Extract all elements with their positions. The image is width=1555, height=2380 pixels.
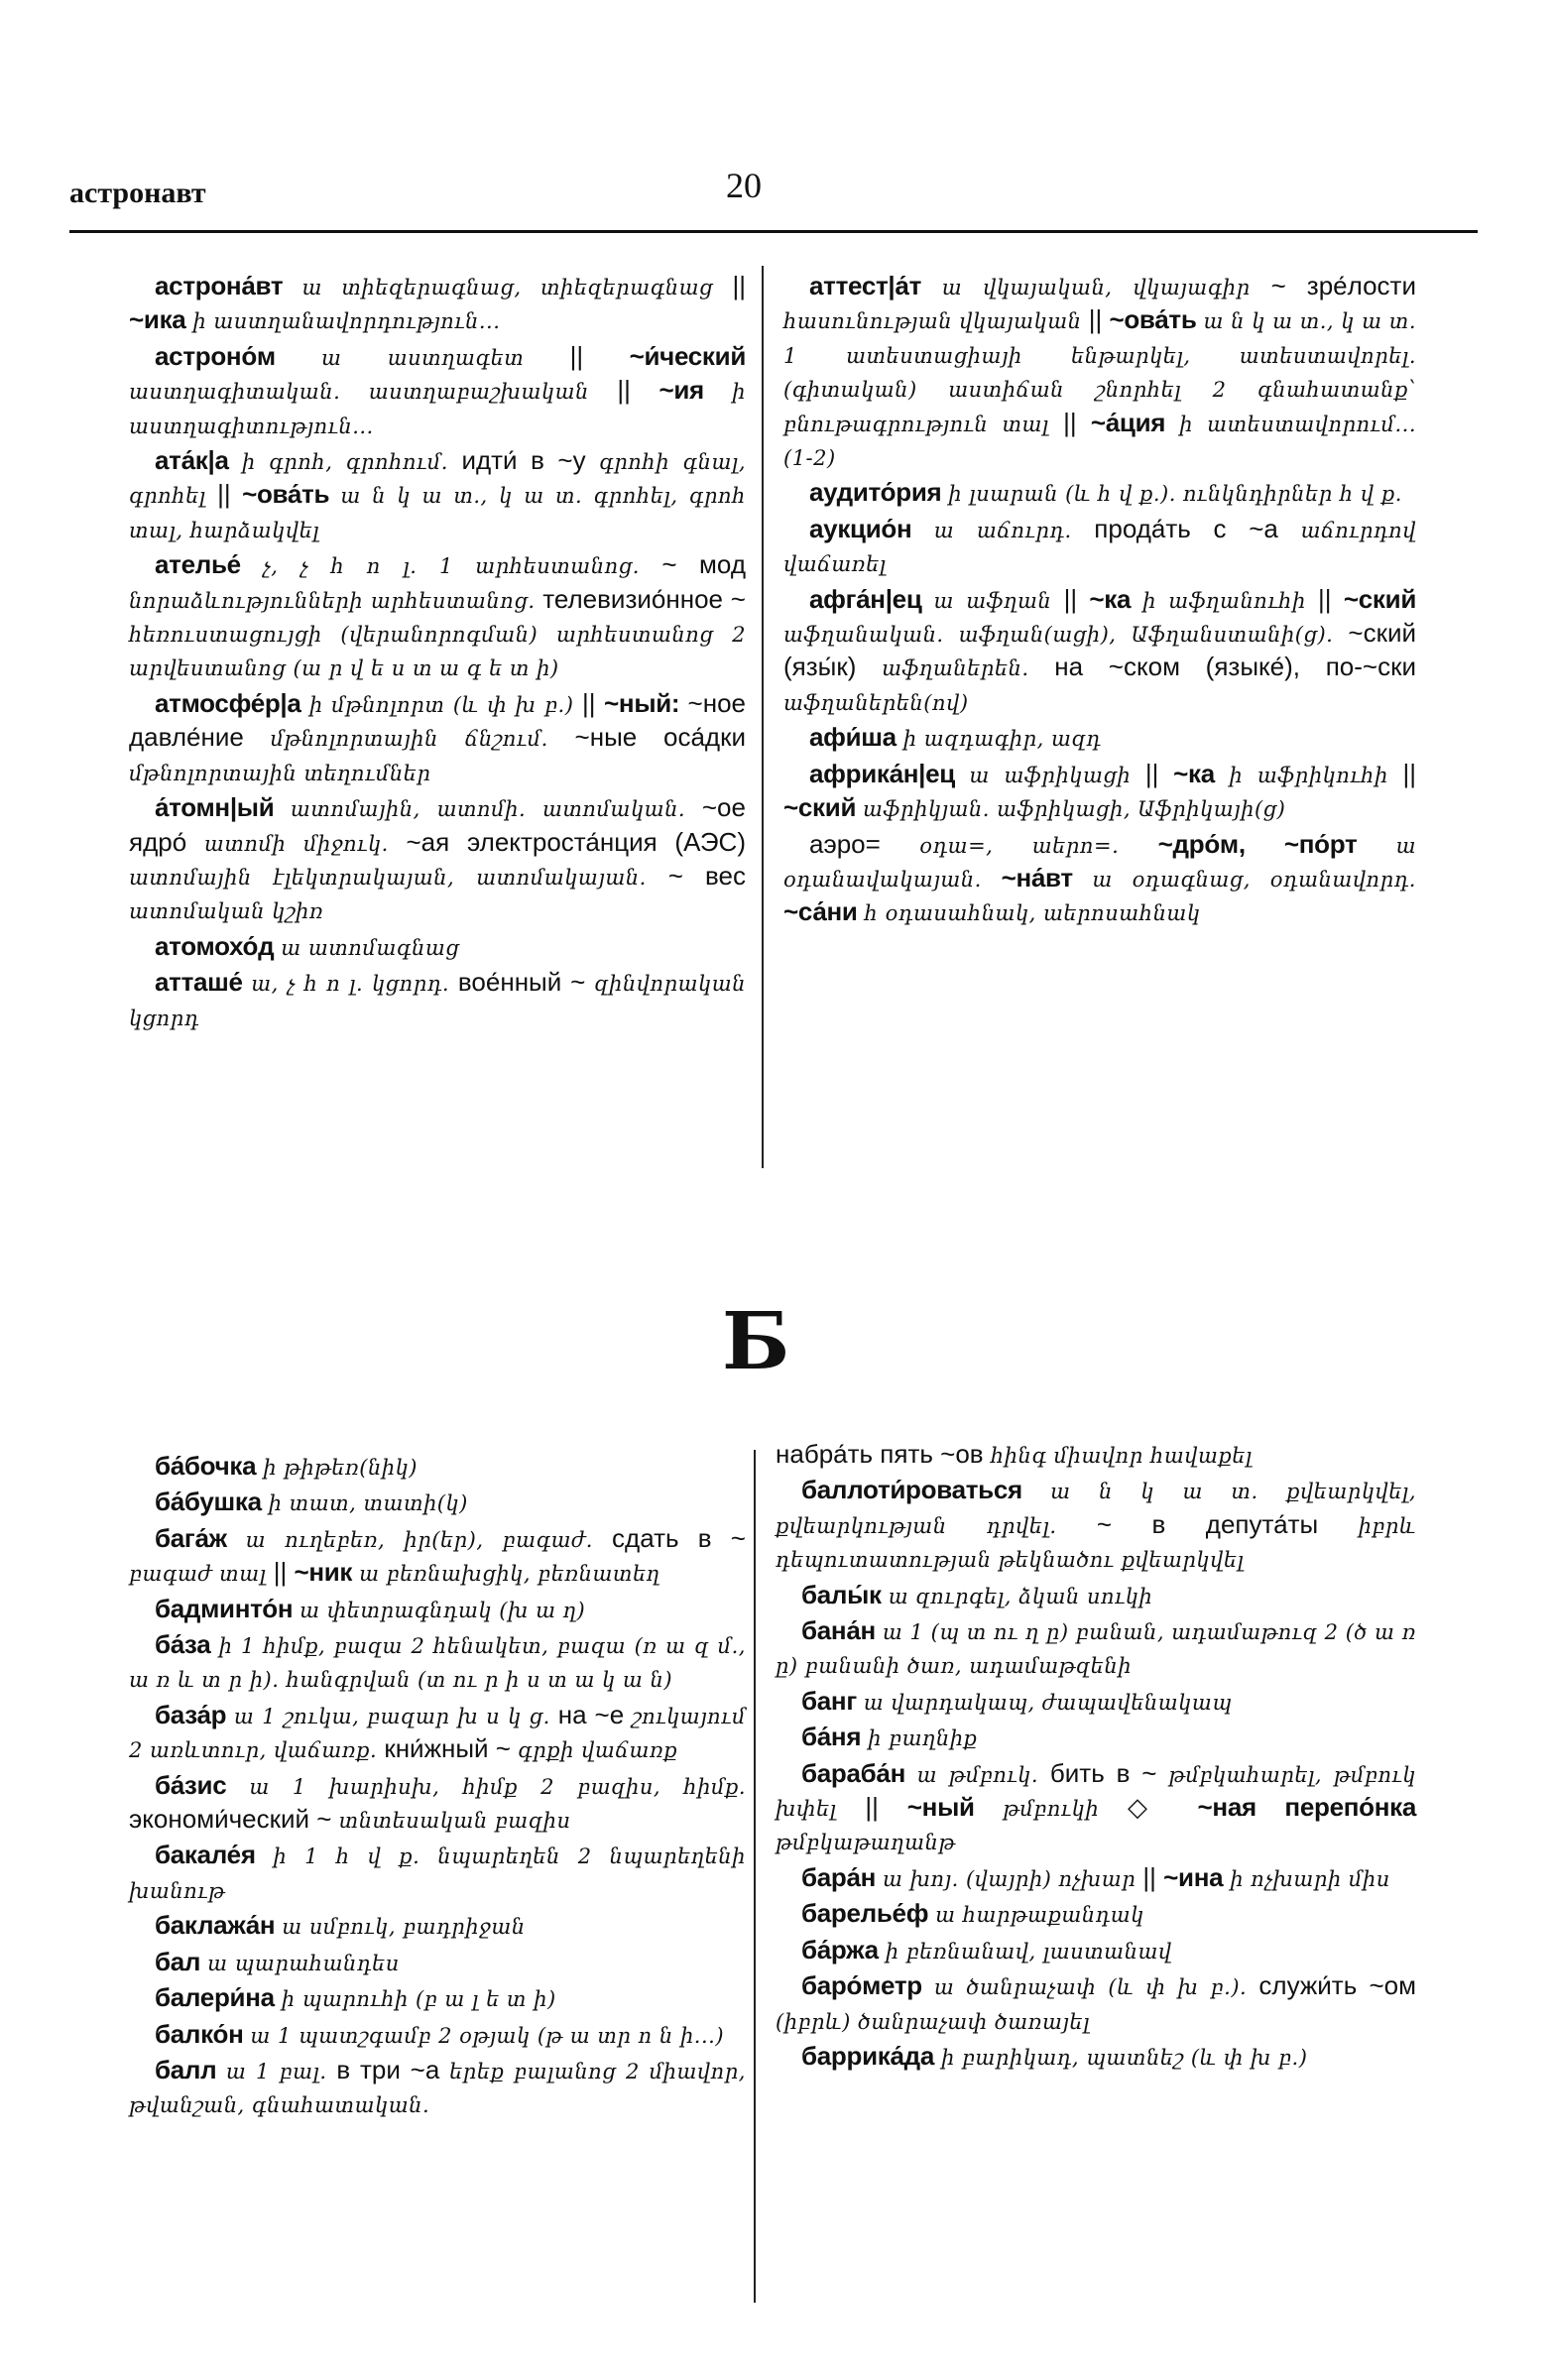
headword: ~и́ческий (629, 340, 746, 371)
headword: ~ский (783, 792, 864, 823)
dictionary-entry (776, 1438, 1416, 1472)
armenian-translation: ի մթնոլորտ (և փ խ բ.) (308, 692, 582, 717)
armenian-translation: մթնոլորտային տեղումներ (129, 761, 431, 785)
armenian-translation: ա վարդակապ, ժապավենակապ (863, 1690, 1233, 1715)
dictionary-entry (129, 2054, 746, 2122)
armenian-translation: նորաձևությունների արհեստանոց. (129, 588, 543, 613)
dictionary-entry (783, 758, 1416, 826)
dictionary-entry (776, 1969, 1416, 2038)
dictionary-entry (776, 1614, 1416, 1683)
dictionary-entry (776, 1861, 1416, 1895)
headword: ~са́ни (783, 896, 865, 927)
headword: баллоти́роваться (801, 1475, 1051, 1505)
russian-text: || (217, 479, 243, 510)
column-b-left (129, 1450, 746, 2124)
page-number: 20 (726, 166, 762, 205)
armenian-translation: ա ուղեբեռ, իր(եր), բագաժ. (245, 1527, 613, 1552)
armenian-translation: հ օդասահնակ, աերոսահնակ (864, 901, 1201, 926)
headword: афи́ша (809, 722, 903, 753)
armenian-translation: զինվորական կցորդ (129, 972, 746, 1030)
armenian-translation: ա վկայական, վկայագիր (941, 276, 1271, 299)
russian-text: идти́ в ~у (461, 445, 600, 476)
armenian-translation: ի գրոհ, գրոհում. (241, 450, 462, 475)
column-divider (762, 266, 764, 1168)
headword: бадминто́н (155, 1593, 300, 1623)
armenian-translation: ատոմի միջուկ. (203, 831, 407, 856)
armenian-translation: ա ատոմագնաց (281, 935, 460, 960)
dictionary-entry (783, 721, 1416, 755)
headword: а́томн|ый (155, 792, 291, 823)
armenian-translation: թմբկաթաղանթ (776, 1831, 956, 1855)
dictionary-entry (129, 1628, 746, 1697)
headword: ба́бушка (155, 1487, 269, 1517)
column-a-right (783, 270, 1416, 932)
dictionary-entry (776, 1579, 1416, 1612)
dictionary-entry (783, 583, 1416, 720)
armenian-translation: ա փետրագնդակ (խ ա ղ) (299, 1598, 586, 1622)
armenian-translation: աֆղաներեն. (882, 656, 1055, 681)
armenian-translation: շուկայում 2 առևտուր, վաճառք. (129, 1704, 746, 1763)
headword: атомохо́д (155, 930, 282, 961)
armenian-translation: ա 1 խարիսխ, հիմք 2 բազիս, հիմք. (249, 1774, 746, 1799)
headword: аудито́рия (809, 477, 949, 508)
column-a-left (129, 270, 746, 1036)
armenian-translation: ա պարահանդես (207, 1951, 400, 1975)
russian-text: || (1318, 583, 1344, 614)
armenian-translation: ի ատեստավորում... (1-2) (783, 412, 1416, 471)
dictionary-entry (776, 1721, 1416, 1754)
headword: балери́на (155, 1982, 282, 2013)
armenian-translation: աճուրդով վաճառել (783, 518, 1416, 577)
armenian-translation: ատոմային էլեկտրակայան, ատոմակայան. (129, 865, 668, 890)
russian-text: || (1402, 758, 1416, 788)
headword: ~ный: (604, 687, 688, 718)
armenian-translation: թմբկահարել, թմբուկ խփել (776, 1762, 1416, 1822)
armenian-translation: հինգ միավոր հավաքել (990, 1444, 1253, 1468)
headword: ~а́ция (1090, 407, 1180, 437)
russian-text: набра́ть пять ~ов (776, 1439, 991, 1469)
armenian-translation: հեռուստացույցի (վերանորոգման) արհեստանոց 2 արվեստանոց (ա ր վ ե ս տ ա գ ե տ ի) (129, 623, 746, 681)
headword: ~ка (1173, 758, 1230, 788)
dictionary-entry (129, 1946, 746, 1979)
armenian-translation: գրոհի գնալ, գրոհել (129, 450, 746, 509)
dictionary-entry (129, 444, 746, 546)
russian-text: аэро= (809, 828, 920, 859)
armenian-translation: չ, չ հ ո լ. 1 արհեստանոց. (263, 554, 662, 579)
dictionary-entry (776, 1474, 1416, 1576)
headword: африка́н|ец (809, 758, 970, 788)
armenian-translation: ի ազդագիր, ազդ (902, 727, 1102, 752)
armenian-translation: ա բեռնախցիկ, բեռնատեղ (359, 1562, 660, 1587)
russian-text: || (1142, 1861, 1164, 1892)
armenian-translation: ի 1 հ վ ք. նպարեղեն 2 նպարեղենի խանութ (129, 1844, 746, 1903)
armenian-translation: ա օդանավակայան. (783, 833, 1416, 892)
dictionary-entry (129, 1522, 746, 1591)
headword: бара́н (801, 1861, 883, 1892)
russian-text: ~ мод (661, 549, 746, 580)
armenian-translation: թմբուկի (1003, 1797, 1128, 1822)
armenian-translation: ա աֆղան (933, 588, 1064, 613)
armenian-translation: օդա=, աերո=. (919, 833, 1158, 858)
russian-text: || (273, 1557, 295, 1588)
russian-text: бить в ~ (1049, 1757, 1169, 1788)
armenian-translation: ի աստղանավորդություն... (192, 309, 501, 334)
armenian-translation: ա 1 (պ տ ու ղ ը) բանան, ադամաթուզ 2 (ծ ա ռ ը) բանանի ծառ, ադամաթզենի (776, 1620, 1416, 1679)
russian-text: ~ в депута́ты (1096, 1508, 1359, 1539)
headword: балы́к (801, 1579, 889, 1609)
headword: баро́метр (801, 1970, 934, 2001)
armenian-translation: ի 1 հիմք, բազա 2 հենակետ, բազա (ռ ա զ մ., ա ռ և տ ր ի). հանգրվան (տ ու ր ի ս տ ա կ ա ն) (129, 1634, 746, 1693)
dictionary-entry (776, 1897, 1416, 1931)
headword: ~ский (1343, 583, 1416, 614)
dictionary-entry (776, 2040, 1416, 2074)
armenian-translation: ա ն կ ա տ. քվեարկվել, քվեարկության դրվել. (776, 1480, 1416, 1538)
dictionary-entry (776, 1757, 1416, 1859)
dictionary-entry (776, 1934, 1416, 1967)
headword: ~ика (129, 304, 193, 335)
headword: ателье́ (155, 549, 264, 580)
armenian-translation: մթնոլորտային ճնշում. (270, 727, 575, 752)
dictionary-entry (783, 828, 1416, 930)
armenian-translation: ա ն կ ա տ., կ ա տ. գրոհել, գրոհ տալ, հարձակվել (129, 484, 747, 542)
russian-text: экономи́ческий ~ (129, 1804, 339, 1835)
dictionary-entry (129, 791, 746, 928)
dictionary-entry (129, 548, 746, 685)
dictionary-entry (129, 1450, 746, 1484)
armenian-translation: ա ծանրաչափ (և փ խ բ.). (933, 1975, 1259, 2000)
dictionary-entry (129, 270, 746, 338)
russian-text: ◇ (1127, 1792, 1198, 1823)
armenian-translation: աֆրիկյան. աֆրիկացի, Աֆրիկայի(ց) (863, 797, 1286, 822)
armenian-translation: ի աֆղանուհի (1142, 588, 1319, 613)
armenian-translation: ի տատ, տատի(կ) (268, 1491, 468, 1516)
headword: ~ник (294, 1557, 360, 1588)
armenian-translation: ի բեռնանավ, լաստանավ (885, 1939, 1172, 1964)
armenian-translation: ա հարթաքանդակ (935, 1903, 1144, 1928)
dictionary-entry (783, 270, 1416, 474)
headword: ~ова́ть (1109, 304, 1204, 335)
dictionary-entry (783, 513, 1416, 581)
headword: бага́ж (155, 1522, 246, 1553)
russian-text: ~ое ядро́ (129, 792, 746, 857)
armenian-translation: ի բաղնիք (868, 1726, 978, 1751)
armenian-translation: աստղագիտական. աստղաբաշխական (129, 380, 618, 405)
dictionary-entry (129, 1593, 746, 1626)
dictionary-entry (776, 1685, 1416, 1719)
russian-text: на ~е (557, 1699, 633, 1729)
armenian-translation: ի աֆրիկուհի (1229, 763, 1403, 787)
armenian-translation: ա աֆրիկացի (969, 763, 1145, 787)
headword: ата́к|а (155, 445, 242, 476)
headword: ба́ня (801, 1722, 869, 1752)
russian-text: телевизио́нное ~ (542, 583, 746, 614)
dictionary-entry (129, 930, 746, 964)
armenian-translation: ա զուրգել, ձկան սուկի (888, 1584, 1153, 1608)
armenian-translation: ա սմբուկ, բադրիջան (282, 1915, 526, 1940)
running-head: астронавт (69, 177, 206, 209)
dictionary-entry (129, 1769, 746, 1838)
russian-text: ~ зре́лости (1270, 271, 1416, 300)
russian-text: || (581, 687, 605, 718)
russian-text: || (569, 340, 630, 371)
armenian-translation: ի բարիկադ, պատնեշ (և փ խ բ.) (940, 2045, 1308, 2070)
armenian-translation: ա խոյ. (վայրի) ոչխար (883, 1866, 1143, 1891)
armenian-translation: ա աստղագետ (320, 345, 570, 370)
russian-text: || (865, 1792, 907, 1823)
armenian-translation: ա տիեզերագնաց, տիեզերագնաց (301, 276, 733, 299)
headword: ~дро́м, ~по́рт (1157, 828, 1396, 859)
dictionary-entry (129, 966, 746, 1034)
russian-text: ~ное давле́ние (129, 687, 746, 753)
russian-text: || (1088, 304, 1110, 335)
headword: балл (155, 2054, 226, 2084)
headword: бана́н (801, 1615, 883, 1646)
armenian-translation: ի պարուհի (բ ա լ ե տ ի) (281, 1987, 556, 2012)
russian-text: || (1063, 583, 1090, 614)
russian-text: ~ая электроста́нция (АЭС) (406, 826, 746, 857)
headword: астроно́м (155, 340, 321, 371)
armenian-translation: (իբրև) ծանրաչափ ծառայել (776, 2009, 1090, 2034)
headword: бакале́я (155, 1840, 274, 1870)
dictionary-entry (129, 1839, 746, 1907)
dictionary-entry (129, 2018, 746, 2052)
russian-text: || (617, 375, 659, 406)
headword: аттест|а́т (809, 271, 942, 300)
armenian-translation: ի աստղագիտություն... (129, 380, 746, 438)
armenian-translation: աֆղանական. աֆղան(ացի), Աֆղանստանի(ց). (783, 623, 1349, 648)
headword: аукцио́н (809, 513, 934, 543)
russian-text: сдать в ~ (612, 1522, 746, 1553)
headword: бараба́н (801, 1757, 917, 1788)
russian-text: ~ вес (667, 860, 746, 891)
armenian-translation: ա, չ հ ո լ. կցորդ. (251, 972, 458, 997)
headword: ~ная перепо́нка (1197, 1792, 1417, 1823)
armenian-translation: ա 1 պատշգամբ 2 օթյակ (թ ա տր ո ն ի...) (250, 2023, 725, 2048)
dictionary-entry (129, 1699, 746, 1767)
column-divider (754, 1450, 756, 2303)
headword: ба́бочка (155, 1451, 264, 1481)
russian-text: || (732, 271, 746, 300)
armenian-translation: իբրև դեպուտատության թեկնածու քվեարկվել (776, 1513, 1416, 1573)
headword: ~на́вт (1001, 862, 1093, 892)
dictionary-entry (129, 340, 746, 442)
headword: ба́за (155, 1629, 219, 1660)
dictionary-entry (129, 1909, 746, 1943)
headword: ~ина (1163, 1861, 1231, 1892)
headword: атмосфе́р|а (155, 687, 309, 718)
headword: база́р (155, 1699, 234, 1729)
headword: ~ия (658, 375, 733, 406)
column-b-right (776, 1438, 1416, 2076)
section-letter-heading: Б (722, 1294, 790, 1387)
header-rule (69, 230, 1478, 233)
russian-text: служи́ть ~ом (1258, 1970, 1417, 2001)
headword: ~ка (1089, 583, 1143, 614)
headword: банг (801, 1685, 864, 1716)
dictionary-entry (783, 476, 1416, 510)
russian-text: || (1144, 758, 1174, 788)
armenian-translation: ատոմային, ատոմի. ատոմական. (290, 797, 702, 822)
headword: ба́зис (155, 1769, 250, 1800)
armenian-translation: տնտեսական բազիս (338, 1809, 571, 1834)
headword: баклажа́н (155, 1910, 283, 1941)
dictionary-entry (129, 1486, 746, 1519)
headword: баррика́да (801, 2040, 941, 2071)
armenian-translation: ա 1 շուկա, բազար խ ս կ ց. (233, 1704, 558, 1728)
headword: бал (155, 1946, 208, 1976)
headword: афга́н|ец (809, 583, 934, 614)
russian-text: на ~ском (языке́), по-~ски (1054, 652, 1417, 682)
armenian-translation: ա աճուրդ. (933, 518, 1095, 542)
armenian-translation: ա ն կ ա տ., կ ա տ. 1 ատեստացիայի ենթարկել, ատեստավորել. (գիտական) աստիճան շնորհել 2 գնահատանք՝ բնութագրություն տալ (783, 309, 1417, 436)
armenian-translation: հասունության վկայական (783, 309, 1089, 334)
russian-text: прода́ть с ~а (1094, 513, 1301, 543)
armenian-translation: աֆղաներեն(ով) (783, 690, 969, 715)
armenian-translation: ա թմբուկ. (916, 1762, 1050, 1787)
headword: ~ный (906, 1792, 1004, 1823)
armenian-translation: ի ոչխարի միս (1230, 1866, 1390, 1891)
russian-text: кни́жный ~ (384, 1733, 519, 1764)
dictionary-entry (129, 687, 746, 789)
armenian-translation: երեք բալանոց 2 միավոր, թվանշան, գնահատական. (129, 2059, 746, 2118)
russian-text: в три ~а (336, 2054, 450, 2084)
armenian-translation: ա 1 բալ. (225, 2059, 337, 2083)
russian-text: вое́нный ~ (457, 967, 595, 998)
headword: ~ова́ть (242, 479, 341, 510)
armenian-translation: ի լսարան (և հ վ ք.). ունկնդիրներ հ վ ք. (948, 482, 1402, 507)
russian-text: ~ский (язы́к) (783, 618, 1416, 682)
headword: астрона́вт (155, 271, 302, 300)
headword: ба́ржа (801, 1934, 886, 1964)
headword: атташе́ (155, 967, 252, 998)
dictionary-entry (129, 1981, 746, 2015)
armenian-translation: ատոմական կշիռ (129, 899, 324, 924)
armenian-translation: գրքի վաճառք (518, 1738, 678, 1763)
armenian-translation: ա օդագնաց, օդանավորդ. (1092, 867, 1416, 892)
russian-text: || (1063, 407, 1091, 437)
headword: барелье́ф (801, 1898, 936, 1929)
armenian-translation: բագաժ տալ (129, 1562, 274, 1587)
headword: балко́н (155, 2018, 251, 2049)
russian-text: ~ные оса́дки (574, 722, 746, 753)
armenian-translation: ի թիթեռ(նիկ) (263, 1456, 418, 1480)
